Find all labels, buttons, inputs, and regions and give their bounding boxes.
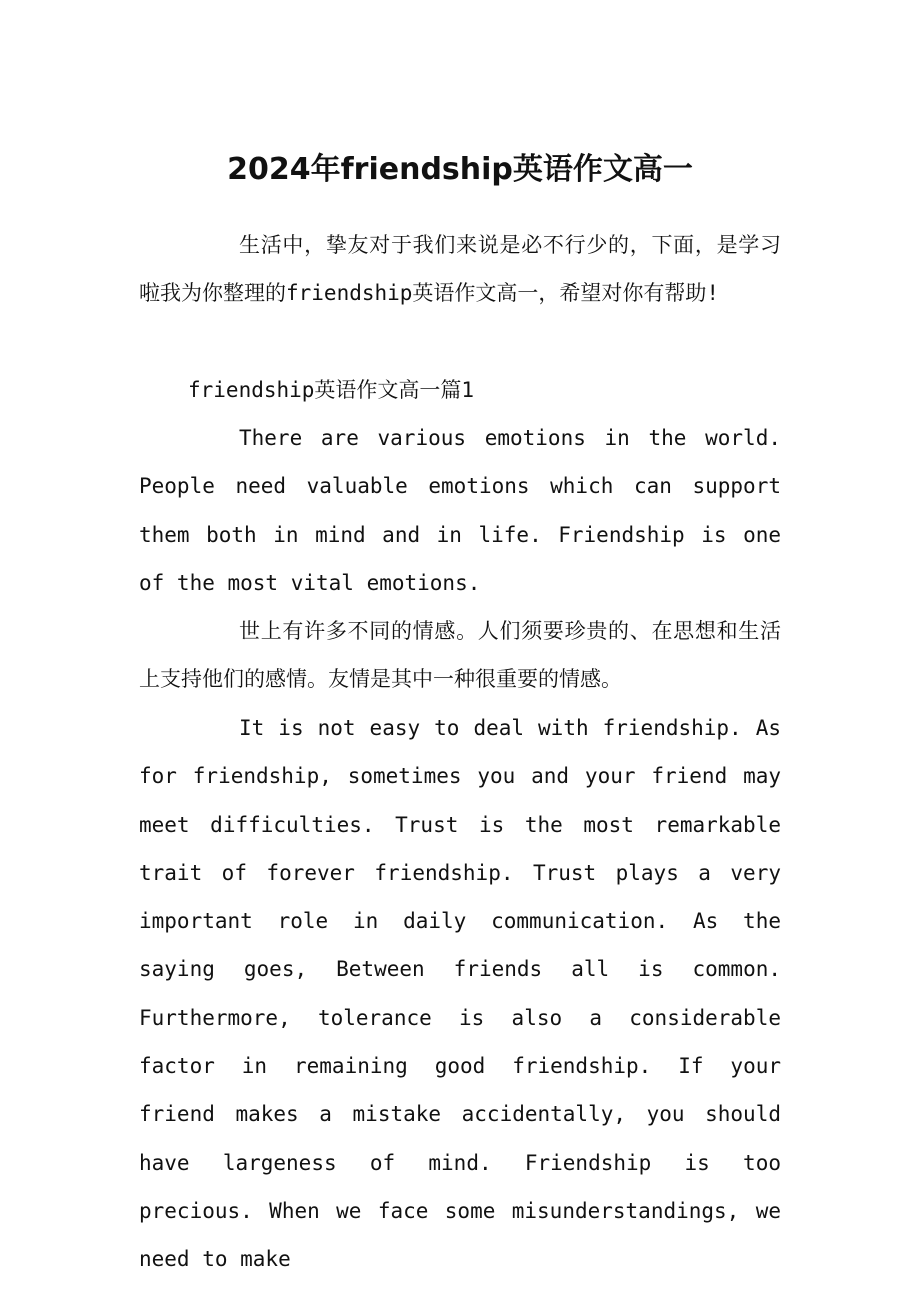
section-heading: friendship英语作文高一篇1 — [188, 378, 475, 402]
chinese-paragraph-1: 世上有许多不同的情感。人们须要珍贵的、在思想和生活上支持他们的感情。友情是其中一种很重要的情感。 — [139, 619, 781, 692]
document-title: 2024年friendship英语作文高一 — [227, 152, 693, 187]
english-paragraph-2: It is not easy to deal with friendship. As for friendship, sometimes you and your friend may meet difficulties. Trust is the most remarkable trait of forever friendship. Trust plays a very important role in daily communication. As the saying goes, Between friends all is common. Furthermore, tolerance is also a considerable factor in remaining good friendship. If your friend makes a mistake accidentally, you should have largeness of mind. Friendship is too precious. When we face some misunderstandings, we need to make — [139, 716, 781, 1272]
intro-paragraph: 生活中，挚友对于我们来说是必不行少的，下面，是学习啦我为你整理的friendship英语作文高一，希望对你有帮助! — [139, 233, 781, 306]
english-paragraph-1: There are various emotions in the world. People need valuable emotions which can support them both in mind and in life. Friendship is one of the most vital emotions. — [139, 426, 781, 595]
